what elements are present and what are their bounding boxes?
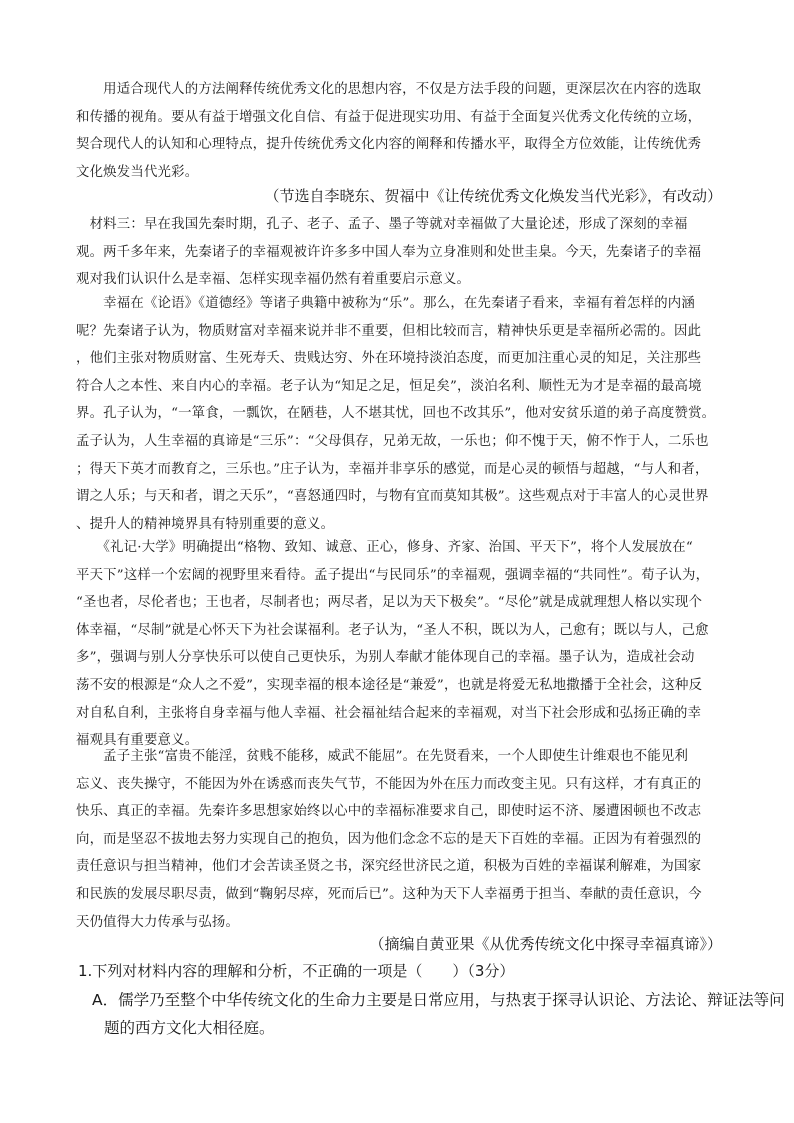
text-line: 界。孔子认为，“一箪食，一瓢饮，在陋巷，人不堪其忧，回也不改其乐”，他对安贫乐道的弟子高度赞赏。 bbox=[76, 406, 716, 422]
text-line: “圣也者，尽伦者也；王也者，尽制者也；两尽者，足以为天下极矣”。“尽伦”就是成就理想人格以实现个 bbox=[76, 595, 703, 611]
paragraph-material-3 bbox=[76, 211, 718, 294]
text-line: 《礼记·大学》明确提出“格物、致知、诚意、正心，修身、齐家、治国、平天下”，将个人发展放在“ bbox=[76, 540, 693, 555]
option-a[interactable] bbox=[92, 986, 785, 1042]
text-line: 福观具有重要意义。 bbox=[76, 733, 199, 749]
text-line: 忘义、丧失操守，不能因为外在诱惑而丧失气节，不能因为外在压力而改变主见。只有这样，才有真正的 bbox=[76, 776, 702, 792]
text-line: 观对我们认识什么是幸福、怎样实现幸福仍然有着重要启示意义。 bbox=[76, 272, 471, 288]
text-line: 呢？先秦诸子认为，物质财富对幸福来说并非不重要，但相比较而言，精神快乐更是幸福所必需的。因此 bbox=[76, 323, 702, 339]
text-line: 观。两千多年来，先秦诸子的幸福观被许许多多中国人奉为立身准则和处世圭臬。今天，先秦诸子的幸福 bbox=[76, 244, 702, 260]
option-a-line: A．儒学乃至整个中华传统文化的生命力主要是日常应用，与热衷于探寻认识论、方法论、辩证法等问 bbox=[92, 991, 785, 1009]
text-line: 多”，强调与别人分享快乐可以使自己更快乐，为别人奉献才能体现自己的幸福。墨子认为，造成社会动 bbox=[76, 650, 695, 666]
text-line: 和民族的发展尽职尽责，做到“鞠躬尽瘁，死而后已”。这种为天下人幸福勇于担当、奉献的责任意识，今 bbox=[76, 886, 702, 902]
text-line: 材料三：早在我国先秦时期，孔子、老子、孟子、墨子等就对幸福做了大量论述，形成了深刻的幸福 bbox=[76, 217, 688, 232]
text-line: 符合人之本性、来自内心的幸福。老子认为“知足之足，恒足矣”，淡泊名利、顺性无为才是幸福的最高境 bbox=[76, 378, 702, 394]
text-line: ；得天下英才而教育之，三乐也。”庄子认为，幸福并非享乐的感觉，而是心灵的顿悟与超越，“与人和者， bbox=[76, 461, 709, 477]
text-line: 谓之人乐；与天和者，谓之天乐”，“喜怒通四时，与物有宜而莫知其极”。这些观点对于丰富人的心灵世界 bbox=[76, 489, 709, 505]
text-line: 和传播的视角。要从有益于增强文化自信、有益于促进现实功用、有益于全面复兴优秀文化传统的立场， bbox=[76, 109, 702, 125]
paragraph-intro bbox=[76, 76, 718, 186]
text-line: 幸福在《论语》《道德经》等诸子典籍中被称为“乐”。那么，在先秦诸子看来，幸福有着怎样的内涵 bbox=[76, 296, 695, 311]
text-line: 、提升人的精神境界具有特别重要的意义。 bbox=[76, 516, 335, 532]
text-line: 体幸福，“尽制”就是心怀天下为社会谋福利。老子认为，“圣人不积，既以为人，己愈有；既以与人，己愈 bbox=[76, 622, 709, 638]
text-line: 用适合现代人的方法阐释传统优秀文化的思想内容，不仅是方法手段的问题，更深层次在内容的选取 bbox=[76, 82, 702, 97]
text-line: 向，而是坚忍不拔地去努力实现自己的抱负，因为他们念念不忘的是天下百姓的幸福。正因为有着强烈的 bbox=[76, 831, 702, 847]
text-line: 天仍值得大力传承与弘扬。 bbox=[76, 914, 240, 930]
paragraph-happiness bbox=[76, 290, 718, 538]
source-citation-2: （摘编自黄亚果《从优秀传统文化中探寻幸福真谛》） bbox=[369, 935, 722, 953]
text-line: 契合现代人的认知和心理特点，提升传统优秀文化内容的阐释和传播水平，取得全方位效能，让传统优秀 bbox=[76, 137, 702, 153]
question-1-stem: 1.下列对材料内容的理解和分析，不正确的一项是（ ）（3分） bbox=[78, 962, 515, 980]
text-line: 平天下”这样一个宏阔的视野里来看待。孟子提出“与民同乐”的幸福观，强调幸福的“共同性”。荀子认为， bbox=[76, 567, 710, 583]
paragraph-mencius bbox=[76, 743, 718, 936]
source-citation-1: （节选自李晓东、贺福中《让传统优秀文化焕发当代光彩》，有改动） bbox=[264, 187, 722, 205]
text-line: 文化焕发当代光彩。 bbox=[76, 164, 199, 180]
paragraph-great-learning bbox=[76, 534, 718, 755]
text-line: 快乐、真正的幸福。先秦许多思想家始终以心中的幸福标准要求自己，即使时运不济、屡遭困顿也不改志 bbox=[76, 804, 702, 820]
text-line: 孟子主张“富贵不能淫，贫贱不能移，威武不能屈”。在先贤看来，一个人即使生计维艰也不能见利 bbox=[76, 749, 689, 764]
option-a-line: 题的西方文化大相径庭。 bbox=[104, 1019, 275, 1037]
text-line: 孟子认为，人生幸福的真谛是“三乐”：“父母俱存，兄弟无故，一乐也；仰不愧于天，俯不怍于人，二乐也 bbox=[76, 433, 709, 449]
text-line: 责任意识与担当精神，他们才会苦读圣贤之书，深究经世济民之道，积极为百姓的幸福谋利解难，为国家 bbox=[76, 859, 702, 875]
text-line: 荡不安的根源是“众人之不爱”，实现幸福的根本途径是“兼爱”，也就是将爱无私地撒播于全社会，这种反 bbox=[76, 677, 703, 693]
text-line: ，他们主张对物质财富、生死寿夭、贵贱达穷、外在环境持淡泊态度，而更加注重心灵的知足，关注那些 bbox=[76, 351, 702, 367]
text-line: 对自私自利，主张将自身幸福与他人幸福、社会福祉结合起来的幸福观，对当下社会形成和弘扬正确的幸 bbox=[76, 705, 702, 721]
